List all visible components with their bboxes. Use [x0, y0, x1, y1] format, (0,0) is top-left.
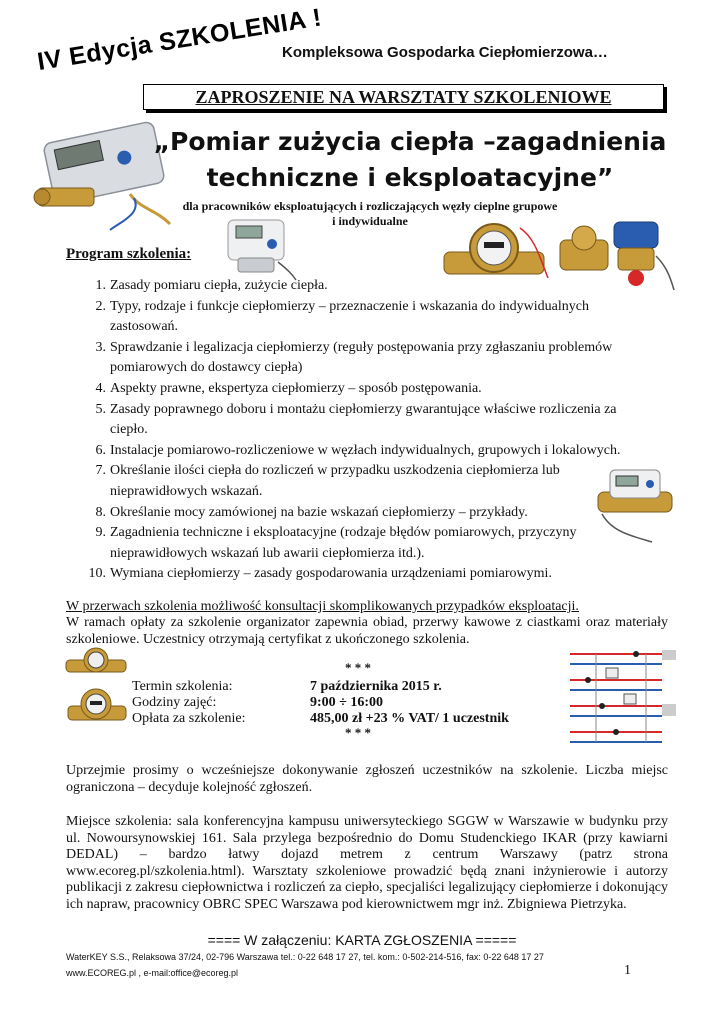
item-text: Typy, rodzaje i funkcje ciepłomierzy – przeznaczenie i wskazania do indywidualnych zastosowań. [110, 298, 589, 335]
program-list [82, 276, 642, 585]
title-line-2: techniczne i eksploatacyjne” [206, 163, 614, 192]
compact-heat-meter-icon [592, 462, 678, 548]
training-title [150, 124, 670, 196]
item-text: Sprawdzanie i legalizacja ciepłomierzy (reguły postępowania przy zgłaszaniu problemów pomiarowych do dostawcy ciepła) [110, 339, 613, 376]
program-item [82, 523, 610, 564]
venue-description: Miejsce szkolenia: sala konferencyjna kampusu uniwersyteckiego SGGW w Warszawie w budynku przy ul. Nowoursynowskiej 161. Sala przylega bezpośrednio do Domu Studenckiego IKAR (przy kawiarni DEDAL) – bardzo łatwy dojazd metrem z centrum Warszawy (patrz strona www.ecoreg.pl/szkolenia.html). Warsztaty szkoleniowe prowadzić będą znani inżynierowie i autorzy publikacji z zakresu ciepłownictwa i rozliczeń za ciepło, specjaliści legalizujący ciepłomierze i dokonujący ich napraw, pracownicy OBRC SPEC Warszawa pod kierownictwem mgr inż. Zbigniewa Pietrzyka. [66, 814, 668, 912]
program-item [82, 461, 590, 502]
program-item [82, 503, 642, 524]
water-meter-icon [64, 646, 128, 682]
footer-web-email: www.ECOREG.pl , e-mail:office@ecoreg.pl [66, 968, 239, 978]
page-number: 1 [624, 963, 631, 978]
water-meter-icon [66, 684, 128, 734]
item-text: Zasady pomiaru ciepła, zużycie ciepła. [110, 278, 328, 293]
item-number: 5. [95, 401, 106, 417]
fee-value: 485,00 zł +23 % VAT/ 1 uczestnik [310, 711, 509, 726]
consultation-note: W przerwach szkolenia możliwość konsultacji skomplikowanych przypadków eksploatacji. [66, 599, 579, 614]
program-item [82, 441, 642, 462]
attachment-note: ==== W załączeniu: KARTA ZGŁOSZENIA ===== [207, 932, 517, 948]
edition-banner: IV Edycja SZKOLENIA ! [35, 3, 324, 77]
item-text: Wymiana ciepłomierzy – zasady gospodarowania urządzeniami pomiarowymi. [110, 566, 552, 582]
separator-top: * * * [345, 660, 371, 675]
item-number: 1. [95, 278, 106, 293]
item-text: Zasady poprawnego doboru i montażu ciepłomierzy gwarantujące właściwe rozliczenia za ciepło. [110, 401, 617, 438]
program-item [82, 564, 642, 585]
item-number: 4. [95, 380, 106, 396]
item-number: 10. [88, 566, 106, 582]
installation-diagram-icon [566, 644, 678, 756]
program-item [82, 379, 642, 400]
date-label: Termin szkolenia: [132, 679, 233, 694]
fee-includes-text: W ramach opłaty za szkolenie organizator zapewnia obiad, przerwy kawowe z ciastkami oraz materiały szkoleniowe. Uczestnicy otrzymają certyfikat z ukończonego szkolenia. [66, 615, 668, 647]
program-item [82, 400, 642, 441]
item-number: 6. [95, 442, 106, 458]
title-line-1: „Pomiar zużycia ciepła –zagadnienia [153, 127, 667, 156]
compact-heat-meter-icon [218, 212, 298, 282]
subtitle-line-1: dla pracowników eksploatujących i rozliczających węzły cieplne grupowe [182, 199, 558, 213]
program-item [82, 297, 642, 338]
item-text: Określanie mocy zamówionej na bazie wskazań ciepłomierzy – przykłady. [110, 504, 528, 520]
registration-request: Uprzejmie prosimy o wcześniejsze dokonywanie zgłoszeń uczestników na szkolenie. Liczba miejsc ograniczona – decyduje kolejność zgłoszeń. [66, 763, 668, 795]
item-text: Instalacje pomiarowo-rozliczeniowe w węzłach indywidualnych, grupowych i lokalowych. [110, 442, 621, 458]
program-heading: Program szkolenia: [66, 246, 192, 262]
item-text: Określanie ilości ciepła do rozliczeń w przypadku uszkodzenia ciepłomierza lub nieprawidłowych wskazań. [110, 463, 560, 499]
item-text: Zagadnienia techniczne i eksploatacyjne (rodzaje błędów pomiarowych, przyczyny nieprawidłowych wskazań lub awarii ciepłomierza itd.). [110, 525, 577, 561]
footer-address: WaterKEY S.S., Relaksowa 37/24, 02-796 Warszawa tel.: 0-22 648 17 27, tel. kom.: 0-502-214-516, fax: 0-22 648 17 27 [66, 952, 544, 962]
item-number: 8. [95, 504, 106, 520]
date-value: 7 października 2015 r. [310, 679, 442, 694]
invitation-heading: ZAPROSZENIE NA WARSZTATY SZKOLENIOWE [143, 84, 664, 110]
item-number: 9. [95, 525, 106, 541]
item-number: 2. [95, 298, 106, 314]
fee-label: Opłata za szkolenie: [132, 711, 246, 726]
subtitle-line-2: i indywidualne [332, 214, 408, 228]
item-number: 3. [95, 339, 106, 355]
program-item [82, 338, 642, 379]
organization-name: Kompleksowa Gospodarka Ciepłomierzowa… [282, 44, 608, 61]
item-number: 7. [95, 463, 106, 479]
program-item [82, 276, 642, 297]
hours-label: Godziny zajęć: [132, 695, 217, 710]
separator-bottom: * * * [345, 725, 371, 740]
hours-value: 9:00 ÷ 16:00 [310, 695, 384, 710]
item-text: Aspekty prawne, ekspertyza ciepłomierzy – sposób postępowania. [110, 380, 482, 396]
